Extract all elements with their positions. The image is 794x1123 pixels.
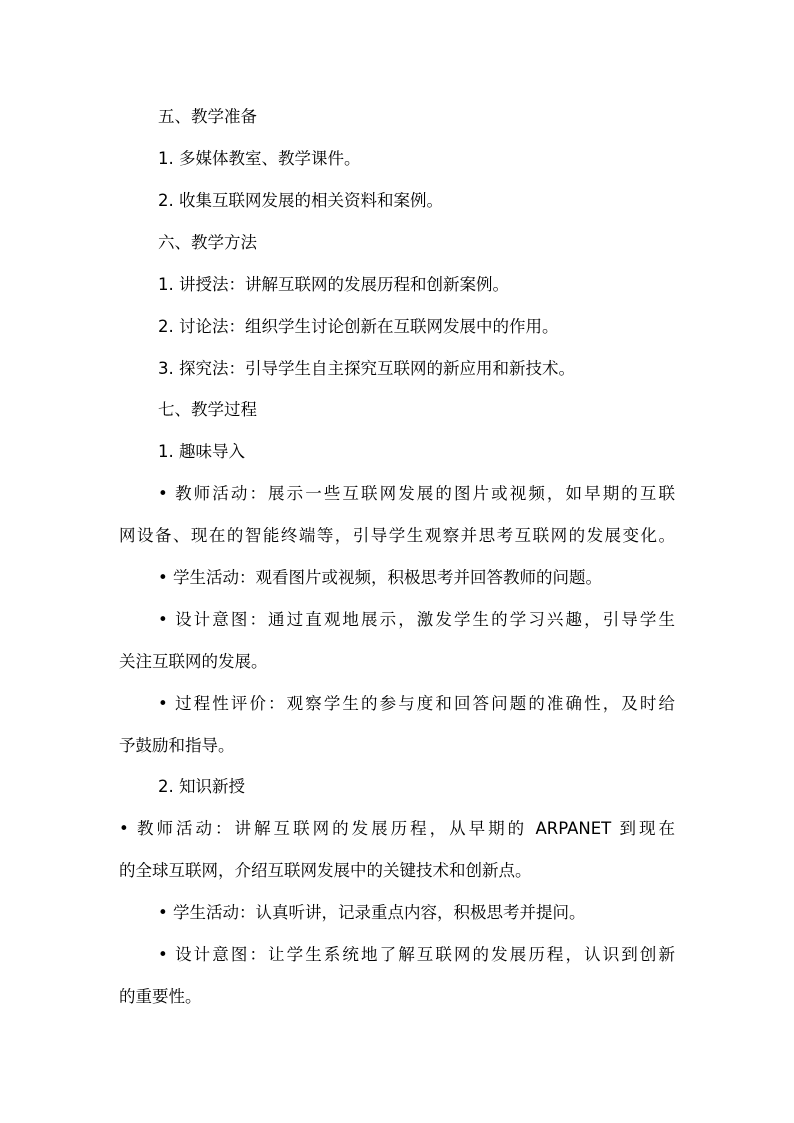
list-item: 1. 多媒体教室、教学课件。 [158, 149, 361, 168]
list-item: 3. 探究法：引导学生自主探究互联网的新应用和新技术。 [158, 359, 575, 378]
subsection-title-fun-introduction: 1. 趣味导入 [158, 442, 245, 461]
section-heading-teaching-process: 七、教学过程 [158, 400, 257, 419]
bullet-teacher-activity: • 教师活动：展示一些互联网发展的图片或视频，如早期的互联 [158, 484, 675, 503]
section-heading-teaching-preparation: 五、教学准备 [158, 107, 257, 126]
list-item: 2. 收集互联网发展的相关资料和案例。 [158, 191, 443, 210]
list-item: 2. 讨论法：组织学生讨论创新在互联网发展中的作用。 [158, 317, 559, 336]
bullet-design-intent: • 设计意图：让学生系统地了解互联网的发展历程，认识到创新 [158, 945, 675, 964]
bullet-student-activity: • 学生活动：认真听讲，记录重点内容，积极思考并提问。 [158, 903, 586, 922]
bullet-continuation: 的全球互联网，介绍互联网发展中的关键技术和创新点。 [119, 861, 532, 880]
bullet-student-activity: • 学生活动：观看图片或视频，积极思考并回答教师的问题。 [158, 568, 602, 587]
list-item: 1. 讲授法：讲解互联网的发展历程和创新案例。 [158, 275, 509, 294]
section-heading-teaching-methods: 六、教学方法 [158, 233, 257, 252]
bullet-continuation: 予鼓励和指导。 [119, 736, 235, 755]
bullet-teacher-activity: • 教师活动：讲解互联网的发展历程，从早期的 ARPANET 到现在 [119, 819, 675, 838]
bullet-continuation: 网设备、现在的智能终端等，引导学生观察并思考互联网的发展变化。 [119, 526, 675, 545]
bullet-continuation: 关注互联网的发展。 [119, 652, 268, 671]
bullet-continuation: 的重要性。 [119, 987, 202, 1006]
bullet-process-evaluation: • 过程性评价：观察学生的参与度和回答问题的准确性，及时给 [158, 694, 675, 713]
subsection-title-new-knowledge: 2. 知识新授 [158, 777, 245, 796]
bullet-design-intent: • 设计意图：通过直观地展示，激发学生的学习兴趣，引导学生 [158, 610, 675, 629]
